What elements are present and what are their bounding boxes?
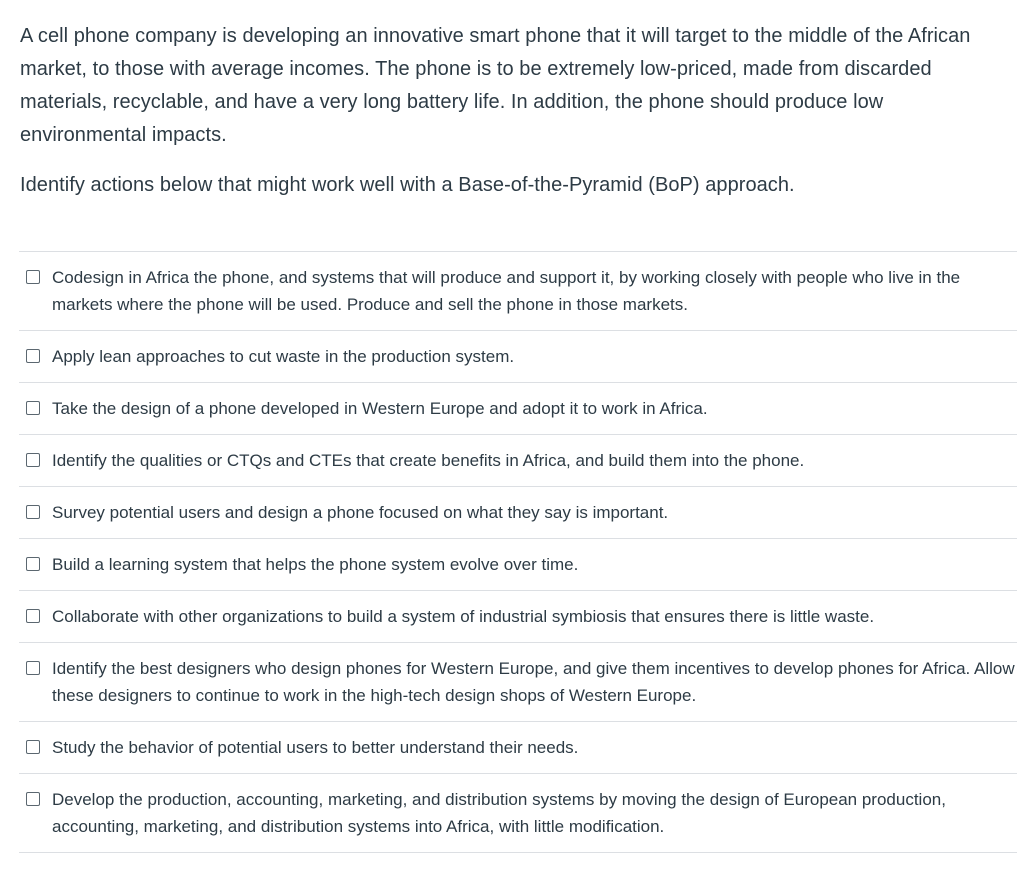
answer-checkbox[interactable] [26,609,40,623]
answer-label: Collaborate with other organizations to build a system of industrial symbiosis that ensures there is little waste. [52,607,875,626]
answer-checkbox[interactable] [26,740,40,754]
answer-label: Survey potential users and design a phone focused on what they say is important. [52,503,669,522]
answer-checkbox[interactable] [26,792,40,806]
answer-checkbox[interactable] [26,270,40,284]
answer-option-5[interactable] [19,487,1017,539]
answer-option-8[interactable] [19,643,1017,722]
answer-checkbox[interactable] [26,505,40,519]
answer-label: Identify the qualities or CTQs and CTEs that create benefits in Africa, and build them into the phone. [52,451,805,470]
answer-label: Take the design of a phone developed in Western Europe and adopt it to work in Africa. [52,399,708,418]
question-prompt [20,20,1010,202]
answer-label: Build a learning system that helps the phone system evolve over time. [52,555,579,574]
question-text: A cell phone company is developing an innovative smart phone that it will target to the middle of the African market, to those with average incomes. The phone is to be extremely low-priced, made from discarded materials, recyclable, and have a very long battery life. In addition, the phone should produce low environmental impacts. [20,25,971,146]
answer-option-2[interactable] [19,331,1017,383]
answer-list [19,251,1017,853]
answer-option-6[interactable] [19,539,1017,591]
answer-checkbox[interactable] [26,557,40,571]
answer-label: Apply lean approaches to cut waste in the production system. [52,347,515,366]
answer-option-1[interactable] [19,252,1017,331]
answer-checkbox[interactable] [26,661,40,675]
answer-option-9[interactable] [19,722,1017,774]
answer-option-7[interactable] [19,591,1017,643]
answer-label: Study the behavior of potential users to better understand their needs. [52,738,579,757]
answer-checkbox[interactable] [26,401,40,415]
answer-checkbox[interactable] [26,453,40,467]
answer-label: Identify the best designers who design phones for Western Europe, and give them incentives to develop phones for Africa. Allow these designers to continue to work in the high-tech design shops of Western Europe. [52,659,1015,705]
question-instruction: Identify actions below that might work well with a Base-of-the-Pyramid (BoP) approach. [20,174,795,196]
answer-option-10[interactable] [19,774,1017,853]
answer-label: Develop the production, accounting, marketing, and distribution systems by moving the design of European production, accounting, marketing, and distribution systems into Africa, with little modification. [52,790,946,836]
answer-checkbox[interactable] [26,349,40,363]
answer-option-3[interactable] [19,383,1017,435]
answer-option-4[interactable] [19,435,1017,487]
answer-label: Codesign in Africa the phone, and systems that will produce and support it, by working closely with people who live in the markets where the phone will be used. Produce and sell the phone in those markets. [52,268,961,314]
